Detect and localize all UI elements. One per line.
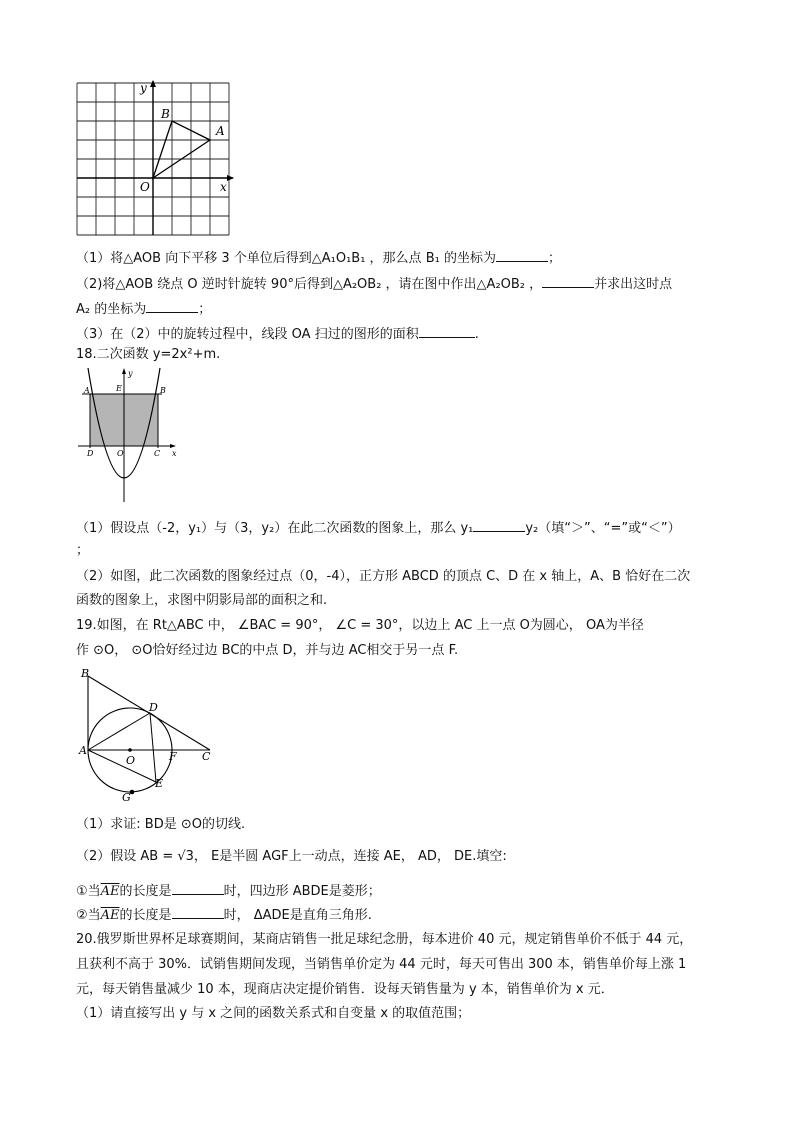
q18-title: [76, 346, 220, 364]
q17-part2: [76, 273, 672, 294]
q18-title-text: 18.二次函数 y=2x²+m.: [76, 347, 221, 362]
label-o: O: [117, 449, 124, 458]
label-f: F: [169, 750, 177, 763]
triangle-aob: [153, 121, 210, 178]
label-b: B: [161, 107, 170, 121]
label-c: C: [154, 449, 161, 458]
answer-blank[interactable]: [496, 247, 548, 262]
q18-part1-mid: y₂（填“＞”、“=”或“＜”）: [525, 521, 681, 536]
answer-blank[interactable]: [473, 517, 525, 532]
label-b: B: [160, 386, 166, 395]
center-dot: [128, 748, 132, 752]
q17-part3: [76, 323, 479, 344]
shaded-right: [124, 394, 158, 446]
label-x: x: [172, 449, 177, 458]
q17-part2-text: （2)将△AOB 绕点 O 逆时针旋转 90°后得到△A₂OB₂ ，请在图中作出△A₂OB₂ ，: [76, 277, 543, 292]
q19-case2-end: 时， ΔADE是直角三角形.: [223, 908, 372, 923]
q17-grid-figure: [70, 78, 240, 240]
label-a: A: [84, 386, 90, 395]
q18-part1-text: （1）假设点（-2，y₁）与（3，y₂）在此二次函数的图象上，那么 y₁: [76, 521, 474, 536]
q19-title: [76, 617, 644, 635]
q19-case1-mid: 的长度是: [119, 884, 172, 899]
label-d: D: [87, 449, 94, 458]
q18-parabola-figure: [74, 366, 184, 506]
answer-blank[interactable]: [542, 273, 594, 288]
q17-part3-end: .: [474, 327, 479, 342]
label-a: A: [79, 744, 87, 757]
q17-part2b: [76, 298, 211, 319]
label-o: O: [126, 754, 136, 767]
label-o: O: [140, 180, 150, 194]
q19-case1: [76, 880, 381, 901]
q19-part1-text: （1）求证: BD是 ⊙O的切线.: [76, 817, 246, 832]
q20-line2-text: 且获利不高于 30%．试销售期间发现，当销售单价定为 44 元时，每天可售出 300 本，销售单价每上涨 1: [76, 957, 687, 972]
q18-part2-cont-text: 函数的图象上，求图中阴影局部的面积之和.: [76, 593, 328, 608]
q20-line1: [76, 931, 692, 949]
q19-case1-end: 时，四边形 ABDE是菱形；: [223, 884, 381, 899]
q19-case1-prefix: ①当: [76, 884, 101, 899]
q18-part2-cont: [76, 592, 327, 610]
q18-part2-text: （2）如图，此二次函数的图象经过点（0，-4），正方形 ABCD 的顶点 C、D 在 x 轴上，A、B 恰好在二次: [76, 569, 691, 584]
y-axis-arrow: [150, 80, 156, 87]
label-e: E: [155, 777, 164, 790]
q20-line2: [76, 956, 686, 974]
label-c: C: [202, 750, 211, 763]
q17-part3-text: （3）在（2）中的旋转过程中，线段 OA 扫过的图形的面积: [76, 327, 419, 342]
q19-case2: [76, 904, 372, 925]
q17-part1-text: （1）将△AOB 向下平移 3 个单位后得到△A₁O₁B₁ ，那么点 B₁ 的坐标为: [76, 251, 496, 266]
q17-part2-end: 并求出这时点: [594, 277, 673, 292]
q20-line3: [76, 981, 614, 999]
q17-part1: [76, 247, 561, 268]
q20-line1-text: 20.俄罗斯世界杯足球赛期间，某商店销售一批足球纪念册，每本进价 40 元，规定销售单价不低于 44 元，: [76, 932, 693, 947]
q19-part2: [76, 848, 507, 866]
q17-part1-end: ；: [547, 251, 561, 266]
q19-title-cont-text: 作 ⊙O， ⊙O恰好经过边 BC的中点 D，并与边 AC相交于另一点 F.: [76, 643, 459, 658]
arc-ae-label: $\overline{AE}$: [100, 908, 120, 923]
answer-blank[interactable]: [419, 323, 475, 338]
label-g: G: [122, 791, 131, 804]
q19-part1: [76, 816, 245, 834]
x-axis-arrow: [227, 175, 234, 181]
label-b: B: [81, 667, 90, 680]
shaded-left: [90, 394, 124, 446]
label-x: x: [220, 180, 227, 194]
q20-part1-text: （1）请直接写出 y 与 x 之间的函数关系式和自变量 x 的取值范围；: [76, 1006, 471, 1021]
label-y: y: [128, 369, 133, 378]
q20-line3-text: 元，每天销售量减少 10 本，现商店决定提价销售．设每天销售量为 y 本，销售单价为 x 元．: [76, 982, 614, 997]
q19-circle-figure: [76, 664, 226, 804]
q19-title-cont: [76, 642, 458, 660]
x-axis-arrow: [170, 444, 176, 448]
label-e: E: [116, 384, 122, 393]
q19-part2-text: （2）假设 AB = √3， E是半圆 AGF上一动点，连接 AE， AD， DE.填空:: [76, 849, 507, 864]
q19-case2-mid: 的长度是: [119, 908, 172, 923]
q20-part1: [76, 1005, 470, 1023]
q18-part2: [76, 568, 690, 586]
q17-part2b-end: ；: [198, 302, 212, 317]
q18-part1: [76, 517, 681, 538]
q18-part1-cont: [76, 542, 89, 560]
q19-case2-prefix: ②当: [76, 908, 101, 923]
q19-title-text: 19.如图，在 Rt△ABC 中， ∠BAC = 90°， ∠C = 30°，以边上 AC 上一点 O为圆心， OA为半径: [76, 618, 644, 633]
q18-part1-cont-text: ；: [76, 543, 90, 558]
answer-blank[interactable]: [146, 298, 198, 313]
answer-blank[interactable]: [172, 904, 224, 919]
label-d: D: [149, 701, 158, 714]
label-a: A: [216, 124, 225, 138]
y-axis-arrow: [122, 368, 126, 374]
arc-ae-label: $\overline{AE}$: [100, 884, 120, 899]
label-y: y: [140, 81, 147, 95]
answer-blank[interactable]: [172, 880, 224, 895]
q17-part2b-text: A₂ 的坐标为: [76, 302, 147, 317]
